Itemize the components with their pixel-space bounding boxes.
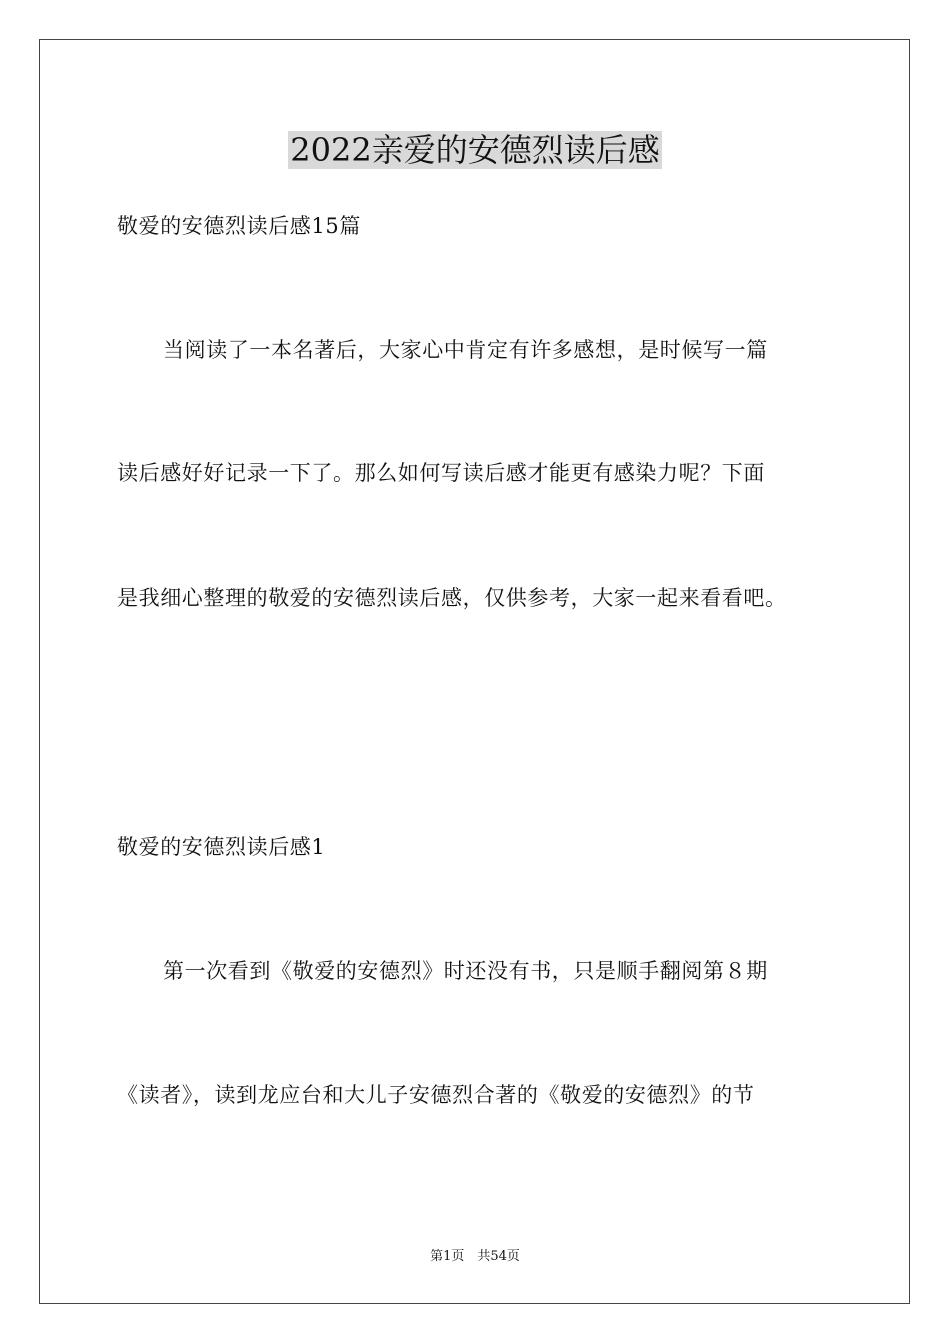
- intro-line-3: 是我细心整理的敬爱的安德烈读后感，仅供参考，大家一起来看看吧。: [117, 586, 787, 610]
- section-heading: 敬爱的安德烈读后感1: [117, 835, 326, 859]
- page-number-footer: 第1页 共54页: [430, 1249, 520, 1264]
- document-subtitle: 敬爱的安德烈读后感15篇: [117, 214, 361, 238]
- body-line-2: 《读者》，读到龙应台和大儿子安德烈合著的《敬爱的安德烈》的节: [117, 1083, 755, 1107]
- intro-line-1: 当阅读了一本名著后，大家心中肯定有许多感想，是时候写一篇: [163, 338, 768, 362]
- document-title: 2022亲爱的安德烈读后感: [290, 131, 660, 169]
- intro-line-2: 读后感好好记录一下了。那么如何写读后感才能更有感染力呢？下面: [117, 461, 765, 485]
- document-title-block: [0, 126, 950, 174]
- body-line-1: 第一次看到《敬爱的安德烈》时还没有书，只是顺手翻阅第８期: [163, 959, 768, 983]
